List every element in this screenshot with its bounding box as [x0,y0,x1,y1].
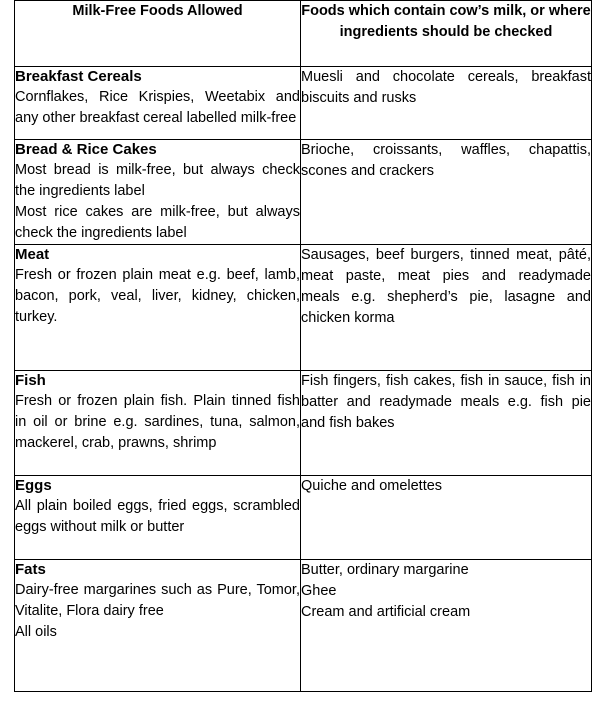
check-text: Ghee [301,583,337,599]
table-row-fats [15,560,592,692]
category-title: Fats [15,561,46,578]
allowed-text: Most bread is milk-free, but always check the ingredients label [15,162,300,199]
table-row-breakfast-cereals [15,67,592,140]
allowed-text: Fresh or frozen plain meat e.g. beef, lamb, bacon, pork, veal, liver, kidney, chicken, turkey. [15,267,300,325]
check-text: Quiche and omelettes [301,478,443,494]
allowed-text: All plain boiled eggs, fried eggs, scrambled eggs without milk or butter [15,498,300,535]
header-check: Foods which contain cow’s milk, or where ingredients should be checked [301,1,592,67]
check-cell [301,67,592,140]
milk-free-foods-table [14,0,592,692]
allowed-cell [15,67,301,140]
category-title: Fish [15,372,46,389]
category-title: Bread & Rice Cakes [15,141,157,158]
allowed-cell [15,245,301,371]
table-row-eggs [15,476,592,560]
check-cell [301,371,592,476]
check-text: Sausages, beef burgers, tinned meat, pâté, meat paste, meat pies and readymade meals e.g. shepherd’s pie, lasagne and chicken korma [301,247,591,326]
allowed-cell [15,371,301,476]
category-title: Eggs [15,477,52,494]
allowed-text: Dairy-free margarines such as Pure, Tomor, Vitalite, Flora dairy free [15,582,300,619]
table-row-bread-rice-cakes [15,140,592,245]
allowed-cell [15,560,301,692]
allowed-text: All oils [15,624,57,640]
header-allowed: Milk-Free Foods Allowed [15,1,301,67]
check-text: Butter, ordinary margarine [301,562,469,578]
category-title: Breakfast Cereals [15,68,142,85]
allowed-text: Most rice cakes are milk-free, but always check the ingredients label [15,204,300,241]
table-row-meat [15,245,592,371]
table-header-row [15,1,592,67]
check-cell [301,560,592,692]
check-cell [301,476,592,560]
check-cell [301,245,592,371]
check-text: Muesli and chocolate cereals, breakfast biscuits and rusks [301,69,591,106]
check-text: Brioche, croissants, waffles, chapattis, scones and crackers [301,142,591,179]
allowed-cell [15,476,301,560]
table-row-fish [15,371,592,476]
allowed-text: Fresh or frozen plain fish. Plain tinned fish in oil or brine e.g. sardines, tuna, salmon, mackerel, crab, prawns, shrimp [15,393,300,451]
check-text: Fish fingers, fish cakes, fish in sauce, fish in batter and readymade meals e.g. fish pie and fish bakes [301,373,591,431]
check-text: Cream and artificial cream [301,604,471,620]
category-title: Meat [15,246,50,263]
allowed-text: Cornflakes, Rice Krispies, Weetabix and any other breakfast cereal labelled milk-free [15,89,300,126]
allowed-cell [15,140,301,245]
check-cell [301,140,592,245]
